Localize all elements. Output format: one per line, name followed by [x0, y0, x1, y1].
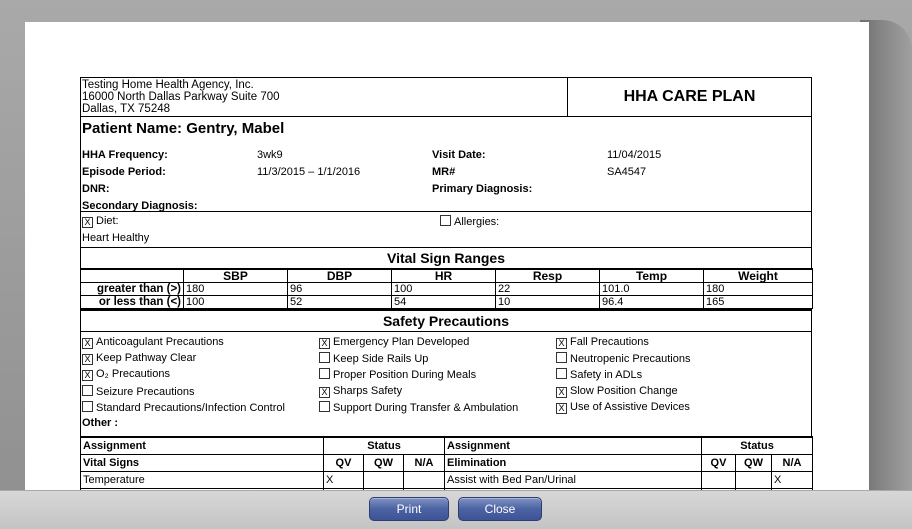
- qv-header: QV: [324, 455, 364, 472]
- elimination-section: Elimination: [445, 455, 702, 472]
- safety-item: [556, 352, 690, 365]
- assignment-header-right: Assignment: [445, 437, 702, 455]
- safety-label: Use of Assistive Devices: [570, 401, 690, 413]
- qv-mark: X: [324, 472, 364, 489]
- safety-label: Support During Transfer & Ambulation: [333, 402, 519, 414]
- safety-label: Standard Precautions/Infection Control: [96, 402, 285, 414]
- na-mark: X: [772, 472, 813, 489]
- allergies-checkbox[interactable]: [440, 215, 451, 226]
- assignment-name: Assist with Bed Pan/Urinal: [445, 472, 702, 489]
- care-plan-document: [80, 77, 812, 506]
- safety-label: Slow Position Change: [570, 385, 678, 397]
- safety-label: Fall Precautions: [570, 336, 649, 348]
- safety-item: [556, 336, 649, 349]
- vital-signs-table: [80, 268, 813, 309]
- document-header: [80, 77, 812, 116]
- frequency-value: 3wk9: [257, 149, 283, 161]
- safety-item: [319, 368, 476, 381]
- gt-temp: 101.0: [600, 283, 704, 296]
- assignments-header-row: [81, 437, 813, 455]
- safety-checkbox[interactable]: [556, 368, 567, 379]
- safety-item: [82, 401, 285, 414]
- safety-label: Seizure Precautions: [96, 386, 195, 398]
- safety-item: [556, 368, 642, 381]
- qw-header: QW: [736, 455, 772, 472]
- safety-checkbox[interactable]: [319, 368, 330, 379]
- safety-checkbox[interactable]: [82, 401, 93, 412]
- col-resp: Resp: [496, 269, 600, 283]
- close-button[interactable]: Close: [458, 497, 542, 521]
- safety-checkbox[interactable]: [82, 385, 93, 396]
- visit-date-label: Visit Date:: [432, 149, 486, 161]
- assignments-section-row: [81, 455, 813, 472]
- agency-address: [82, 79, 280, 115]
- col-sbp: SBP: [184, 269, 288, 283]
- safety-precautions-title: Safety Precautions: [80, 309, 812, 331]
- col-hr: HR: [392, 269, 496, 283]
- assignment-name: Temperature: [81, 472, 324, 489]
- safety-label: Emergency Plan Developed: [333, 336, 470, 348]
- safety-item: [319, 401, 518, 414]
- diet-field: [82, 215, 119, 228]
- safety-checkbox[interactable]: [319, 401, 330, 412]
- safety-checkbox[interactable]: [556, 352, 567, 363]
- safety-item: [82, 352, 196, 365]
- button-bar: [0, 490, 912, 529]
- gt-sbp: 180: [184, 283, 288, 296]
- safety-label: Proper Position During Meals: [333, 369, 477, 381]
- safety-item: [82, 368, 170, 381]
- safety-checkbox[interactable]: X: [82, 370, 93, 381]
- safety-checkbox[interactable]: X: [319, 387, 330, 398]
- safety-item: [82, 336, 224, 349]
- safety-item: [319, 352, 428, 365]
- vital-signs-title: Vital Sign Ranges: [80, 247, 812, 268]
- visit-date-value: 11/04/2015: [607, 149, 662, 161]
- safety-item: [82, 385, 194, 398]
- na-header: N/A: [404, 455, 445, 472]
- allergies-label: Allergies:: [454, 216, 500, 228]
- safety-checkbox[interactable]: X: [319, 338, 330, 349]
- document-viewer[interactable]: [25, 22, 869, 490]
- safety-checkbox[interactable]: X: [556, 338, 567, 349]
- diet-checkbox[interactable]: X: [82, 217, 93, 228]
- na-mark: [404, 472, 445, 489]
- col-dbp: DBP: [288, 269, 392, 283]
- dnr-label: DNR:: [82, 183, 110, 195]
- qw-mark: [736, 472, 772, 489]
- other-label: Other :: [82, 417, 119, 429]
- safety-label: Keep Pathway Clear: [96, 352, 197, 364]
- gt-hr: 100: [392, 283, 496, 296]
- safety-checkbox[interactable]: X: [556, 403, 567, 414]
- less-than-row: [81, 296, 813, 309]
- gt-weight: 180: [704, 283, 813, 296]
- patient-info: [80, 116, 812, 211]
- agency-street: 16000 North Dallas Parkway Suite 700: [82, 91, 280, 103]
- status-header-right: Status: [702, 437, 813, 455]
- qv-mark: [702, 472, 736, 489]
- table-row: [81, 472, 813, 489]
- safety-label: O₂ Precautions: [96, 368, 170, 380]
- safety-checkbox[interactable]: X: [82, 354, 93, 365]
- qv-header: QV: [702, 455, 736, 472]
- safety-checkbox[interactable]: [319, 352, 330, 363]
- primary-diagnosis-label: Primary Diagnosis:: [432, 183, 533, 195]
- patient-name-value: Gentry, Mabel: [186, 120, 285, 137]
- diet-value: Heart Healthy: [82, 232, 150, 244]
- status-header-left: Status: [324, 437, 445, 455]
- mr-label: MR#: [432, 166, 456, 178]
- safety-label: Anticoagulant Precautions: [96, 336, 224, 348]
- episode-period-label: Episode Period:: [82, 166, 166, 178]
- diet-section: [80, 211, 812, 247]
- qw-header: QW: [364, 455, 404, 472]
- agency-city: Dallas, TX 75248: [82, 103, 171, 115]
- safety-checkbox[interactable]: X: [82, 338, 93, 349]
- col-weight: Weight: [704, 269, 813, 283]
- assignment-header-left: Assignment: [81, 437, 324, 455]
- vital-signs-section: Vital Signs: [81, 455, 324, 472]
- diet-label: Diet:: [96, 215, 119, 227]
- less-than-label: or less than (<): [81, 296, 184, 309]
- col-temp: Temp: [600, 269, 704, 283]
- safety-checkbox[interactable]: X: [556, 387, 567, 398]
- patient-name: [82, 120, 284, 137]
- lt-resp: 10: [496, 296, 600, 309]
- safety-item: [319, 385, 402, 398]
- lt-dbp: 52: [288, 296, 392, 309]
- safety-item: [319, 336, 469, 349]
- safety-item: [556, 401, 690, 414]
- allergies-field: [440, 215, 499, 228]
- na-header: N/A: [772, 455, 813, 472]
- lt-sbp: 100: [184, 296, 288, 309]
- secondary-diagnosis-label: Secondary Diagnosis:: [82, 200, 198, 212]
- qw-mark: [364, 472, 404, 489]
- gt-resp: 22: [496, 283, 600, 296]
- lt-temp: 96.4: [600, 296, 704, 309]
- greater-than-row: [81, 283, 813, 296]
- lt-weight: 165: [704, 296, 813, 309]
- vital-signs-header-row: [81, 269, 813, 283]
- lt-hr: 54: [392, 296, 496, 309]
- agency-name: Testing Home Health Agency, Inc.: [82, 79, 254, 91]
- print-button[interactable]: Print: [369, 497, 449, 521]
- safety-item: [556, 385, 678, 398]
- greater-than-label: greater than (>): [81, 283, 184, 296]
- safety-label: Safety in ADLs: [570, 369, 643, 381]
- safety-label: Sharps Safety: [333, 385, 403, 397]
- patient-name-label: Patient Name:: [82, 120, 183, 137]
- mr-value: SA4547: [607, 166, 647, 178]
- document-title: HHA CARE PLAN: [567, 78, 811, 116]
- safety-precautions: [80, 331, 812, 436]
- frequency-label: HHA Frequency:: [82, 149, 168, 161]
- safety-label: Keep Side Rails Up: [333, 353, 429, 365]
- vital-signs-corner: [81, 269, 184, 283]
- gt-dbp: 96: [288, 283, 392, 296]
- episode-period-value: 11/3/2015 – 1/1/2016: [257, 166, 361, 178]
- safety-label: Neutropenic Precautions: [570, 353, 691, 365]
